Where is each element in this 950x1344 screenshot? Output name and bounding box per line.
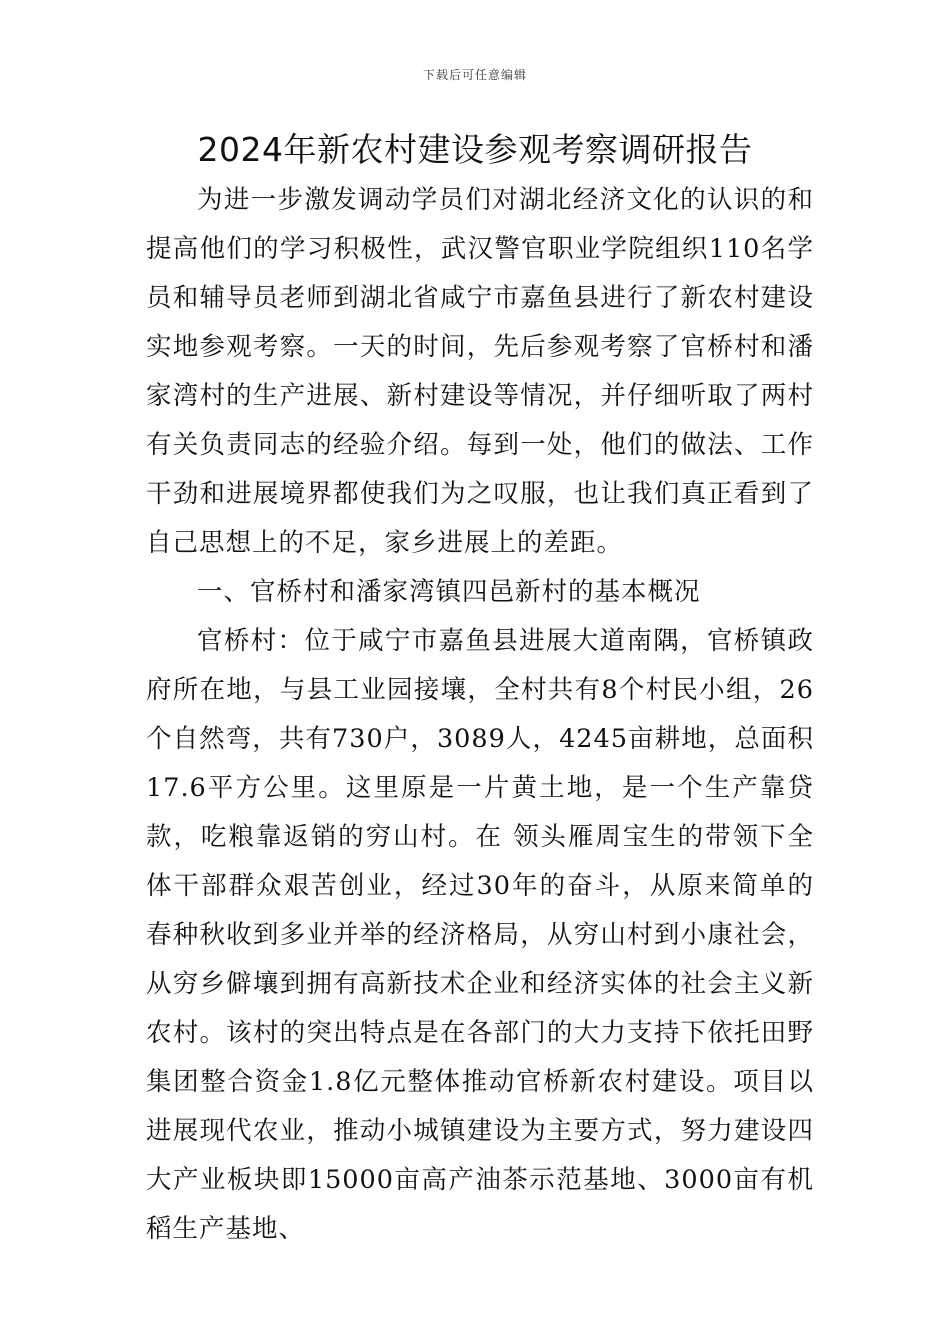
paragraph-guanqiao-village: 官桥村：位于咸宁市嘉鱼县进展大道南隅，官桥镇政府所在地，与县工业园接壤，全村共有8个村民小组，26个自然弯，共有730户，3089人，4245亩耕地，总面积17.6平方公里。这里原是一片黄土地，是一个生产靠贷款，吃粮靠返销的穷山村。在 领头雁周宝生的带领下全体干部群众艰苦创业，经过30年的奋斗，从原来简单的春种秋收到多业并举的经济格局，从穷山村到小康社会，从穷乡僻壤到拥有高新技术企业和经济实体的社会主义新农村。该村的突出特点是在各部门的大力支持下依托田野集团整合资金1.8亿元整体推动官桥新农村建设。项目以进展现代农业，推动小城镇建设为主要方式，努力建设四大产业板块即15000亩高产油茶示范基地、3000亩有机稻生产基地、 — [146, 626, 814, 1244]
paragraph-intro: 为进一步激发调动学员们对湖北经济文化的认识的和提高他们的学习积极性，武汉警官职业学院组织110名学员和辅导员老师到湖北省咸宁市嘉鱼县进行了新农村建设实地参观考察。一天的时间，先后参观考察了官桥村和潘家湾村的生产进展、新村建设等情况，并仔细听取了两村有关负责同志的经验介绍。每到一处，他们的做法、工作干劲和进展境界都使我们为之叹服，也让我们真正看到了自己思想上的不足，家乡进展上的差距。 — [146, 185, 814, 558]
section-heading-1: 一、官桥村和潘家湾镇四邑新村的基本概况 — [197, 577, 701, 607]
page-header-note: 下载后可任意编辑 — [422, 68, 527, 82]
document-title: 2024年新农村建设参观考察调研报告 — [197, 130, 753, 169]
document-body — [146, 176, 814, 1254]
